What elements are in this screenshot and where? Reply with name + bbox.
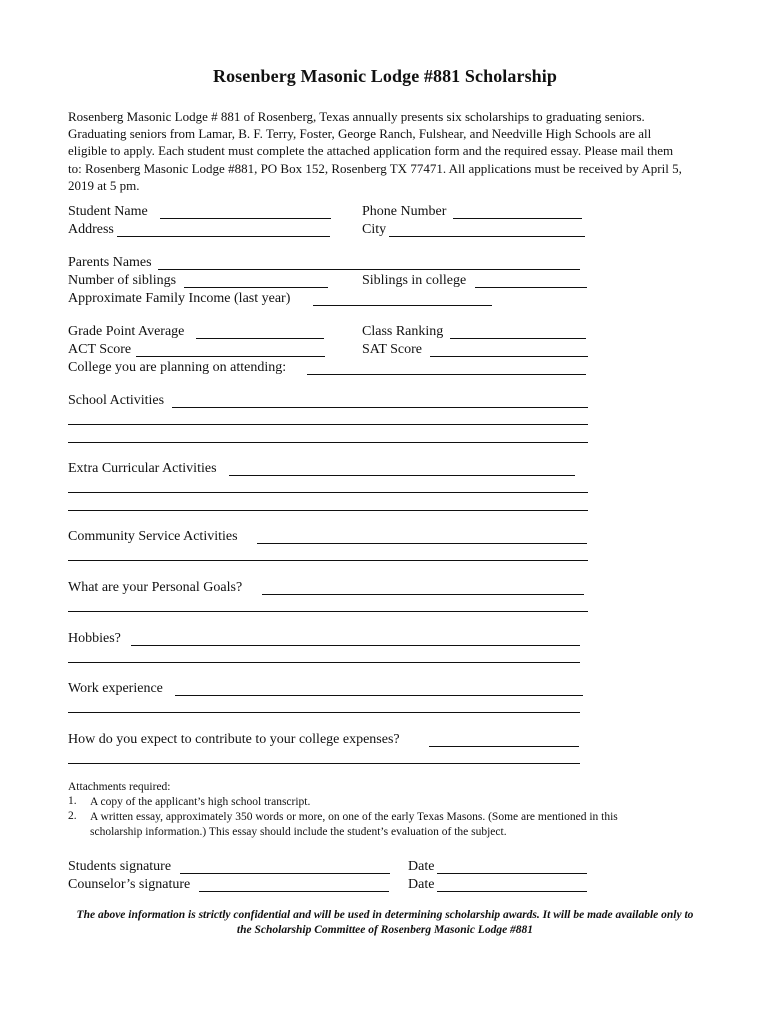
- number-of-siblings-label: Number of siblings: [68, 273, 177, 288]
- college-expenses-label: How do you expect to contribute to your college expenses?: [68, 732, 400, 747]
- personal-goals-label: What are your Personal Goals?: [68, 580, 243, 595]
- personal-goals-field-2[interactable]: [68, 611, 588, 612]
- school-activities-field-2[interactable]: [68, 424, 588, 425]
- student-name-field[interactable]: [160, 218, 331, 219]
- school-activities-label: School Activities: [68, 393, 165, 408]
- number-of-siblings-field[interactable]: [184, 287, 328, 288]
- parents-names-field[interactable]: [158, 269, 580, 270]
- siblings-in-college-field[interactable]: [475, 287, 587, 288]
- personal-goals-field-1[interactable]: [262, 594, 584, 595]
- date-2-label: Date: [408, 877, 435, 892]
- class-ranking-label: Class Ranking: [362, 324, 444, 339]
- school-activities-field-3[interactable]: [68, 442, 588, 443]
- date-1-label: Date: [408, 859, 435, 874]
- college-label: College you are planning on attending:: [68, 360, 287, 375]
- extra-curricular-field-1[interactable]: [229, 475, 575, 476]
- family-income-field[interactable]: [313, 305, 492, 306]
- attachment-1-text: A copy of the applicant’s high school transcript.: [90, 796, 311, 808]
- college-expenses-field-2[interactable]: [68, 763, 580, 764]
- city-field[interactable]: [389, 236, 585, 237]
- work-experience-field-2[interactable]: [68, 712, 580, 713]
- phone-number-label: Phone Number: [362, 204, 447, 219]
- college-field[interactable]: [307, 374, 586, 375]
- city-label: City: [362, 222, 387, 237]
- gpa-label: Grade Point Average: [68, 324, 185, 339]
- siblings-in-college-label: Siblings in college: [362, 273, 467, 288]
- work-experience-field-1[interactable]: [175, 695, 583, 696]
- attachments-heading: Attachments required:: [68, 781, 171, 793]
- student-name-label: Student Name: [68, 204, 148, 219]
- students-signature-field[interactable]: [180, 873, 390, 874]
- date-1-field[interactable]: [437, 873, 587, 874]
- date-2-field[interactable]: [437, 891, 587, 892]
- parents-names-label: Parents Names: [68, 255, 152, 270]
- confidentiality-notice: [20, 908, 750, 938]
- confidentiality-notice-text: The above information is strictly confidential and will be used in determining scholarship awards. It will be made available only to the Scholarship Committee of Rosenberg Masonic Lodge #881: [76, 909, 694, 936]
- gpa-field[interactable]: [196, 338, 324, 339]
- hobbies-label: Hobbies?: [68, 631, 121, 646]
- sat-score-label: SAT Score: [362, 342, 423, 357]
- hobbies-field-2[interactable]: [68, 662, 580, 663]
- sat-score-field[interactable]: [430, 356, 588, 357]
- school-activities-field-1[interactable]: [172, 407, 588, 408]
- extra-curricular-field-2[interactable]: [68, 492, 588, 493]
- college-expenses-field-1[interactable]: [429, 746, 579, 747]
- act-score-label: ACT Score: [68, 342, 132, 357]
- students-signature-label: Students signature: [68, 859, 172, 874]
- phone-number-field[interactable]: [453, 218, 582, 219]
- work-experience-label: Work experience: [68, 681, 163, 696]
- family-income-label: Approximate Family Income (last year): [68, 291, 291, 306]
- form-title: Rosenberg Masonic Lodge #881 Scholarship: [212, 66, 558, 86]
- extra-curricular-label: Extra Curricular Activities: [68, 461, 217, 476]
- address-label: Address: [68, 222, 114, 237]
- community-service-field-1[interactable]: [257, 543, 587, 544]
- intro-paragraph: Rosenberg Masonic Lodge # 881 of Rosenberg, Texas annually presents six scholarships to graduating seniors. Graduating seniors from Lamar, B. F. Terry, Foster, George Ranch, Fulshear, and Needville High Schools are all eligible to apply. Each student must complete the attached application form and the required essay. Please mail them to: Rosenberg Masonic Lodge #881, PO Box 152, Rosenberg TX 77471. All applications must be received by April 5, 2019 at 5 pm.: [68, 109, 682, 193]
- attachment-2-number: 2.: [68, 810, 77, 822]
- extra-curricular-field-3[interactable]: [68, 510, 588, 511]
- counselors-signature-label: Counselor’s signature: [68, 877, 191, 892]
- counselors-signature-field[interactable]: [199, 891, 389, 892]
- hobbies-field-1[interactable]: [131, 645, 580, 646]
- attachment-2-text: A written essay, approximately 350 words or more, on one of the early Texas Masons. (Some are mentioned in this scholarship information.) This essay should include the student’s evaluation of the subject.: [90, 811, 618, 838]
- community-service-field-2[interactable]: [68, 560, 588, 561]
- attachment-1-number: 1.: [68, 795, 77, 807]
- class-ranking-field[interactable]: [450, 338, 586, 339]
- address-field[interactable]: [117, 236, 330, 237]
- act-score-field[interactable]: [136, 356, 325, 357]
- community-service-label: Community Service Activities: [68, 529, 238, 544]
